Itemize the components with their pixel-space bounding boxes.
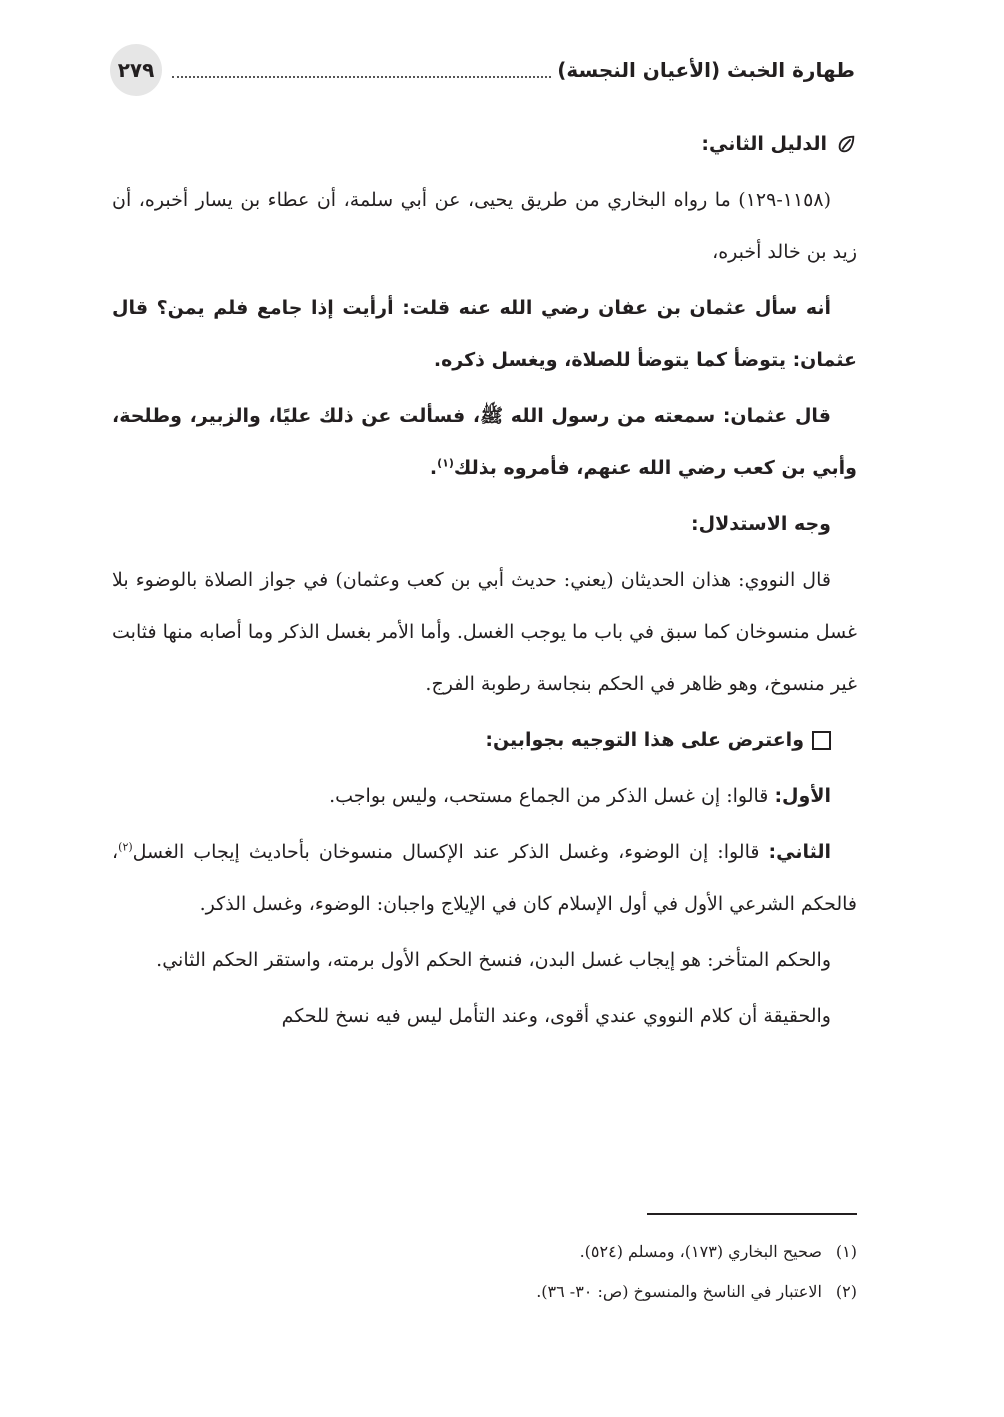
checkbox-square-icon: [812, 731, 831, 750]
page-header: [110, 48, 855, 92]
hadith-continuation-text: قال عثمان: سمعته من رسول الله ﷺ، فسألت عن ذلك عليًا، والزبير، وطلحة، وأبي بن كعب رضي الله عنهم، فأمروه بذلك: [112, 405, 857, 479]
leaf-ornament-icon: [835, 133, 857, 155]
footnote-text: الاعتبار في الناسخ والمنسوخ (ص: ٣٠- ٣٦).: [536, 1282, 822, 1301]
first-answer-paragraph: [112, 770, 857, 822]
section-heading-inference: وجه الاستدلال:: [691, 513, 831, 535]
footnote-divider: [647, 1213, 857, 1215]
section-heading-second-evidence: [112, 118, 857, 170]
second-answer-label: الثاني:: [768, 841, 831, 863]
later-ruling-paragraph: والحكم المتأخر: هو إيجاب غسل البدن، فنسخ الحكم الأول برمته، واستقر الحكم الثاني.: [156, 949, 831, 971]
period: .: [429, 457, 438, 479]
page-number: ٢٧٩: [110, 44, 162, 96]
nawawi-quote-paragraph: قال النووي: هذان الحديثان (يعني: حديث أبي بن كعب وعثمان) في جواز الصلاة بالوضوء بلا غسل منسوخان كما سبق في باب ما يوجب الغسل. وأما الأمر بغسل الذكر وما أصابه منها فثابت غير منسوخ، وهو ظاهر في الحكم بنجاسة رطوبة الفرج.: [112, 569, 857, 695]
footnote-ref-2: (٢): [118, 840, 133, 854]
running-title: طهارة الخبث (الأعيان النجسة): [557, 58, 855, 82]
footnote-number: (٢): [835, 1282, 857, 1301]
second-answer-text-cont: ، فالحكم الشرعي الأول في أول الإسلام كان في الإيلاج واجبان: الوضوء، وغسل الذكر.: [112, 841, 857, 915]
second-answer-text: قالوا: إن الوضوء، وغسل الذكر عند الإكسال منسوخان بأحاديث إيجاب الغسل: [132, 841, 769, 863]
header-dotted-leader: [172, 76, 551, 78]
first-answer-text: قالوا: إن غسل الذكر من الجماع مستحب، وليس بواجب.: [329, 785, 775, 807]
objection-heading-text: واعترض على هذا التوجيه بجوابين:: [485, 729, 804, 751]
hadith-chain-paragraph: (١١٥٨-١٢٩) ما رواه البخاري من طريق يحيى، عن أبي سلمة، أن عطاء بن يسار أخبره، أن زيد بن خالد أخبره،: [112, 189, 857, 263]
footnote-number: (١): [835, 1242, 857, 1261]
footnote-ref-1: (١): [437, 456, 454, 470]
main-text: [112, 118, 857, 1046]
second-answer-paragraph: [112, 826, 857, 930]
footnote-item: [257, 1272, 857, 1312]
footnote-text: صحيح البخاري (١٧٣)، ومسلم (٥٢٤).: [579, 1242, 822, 1261]
footnote-item: [257, 1232, 857, 1272]
hadith-text-paragraph: أنه سأل عثمان بن عفان رضي الله عنه قلت: أرأيت إذا جامع فلم يمن؟ قال عثمان: يتوضأ كما يتوضأ للصلاة، ويغسل ذكره.: [112, 297, 857, 371]
hadith-continuation-paragraph: [112, 390, 857, 494]
conclusion-paragraph: والحقيقة أن كلام النووي عندي أقوى، وعند التأمل ليس فيه نسخ للحكم: [281, 1005, 831, 1027]
first-answer-label: الأول:: [774, 785, 831, 807]
heading-text: الدليل الثاني:: [701, 133, 827, 155]
footnotes: [257, 1232, 857, 1312]
objection-heading: [112, 714, 857, 766]
